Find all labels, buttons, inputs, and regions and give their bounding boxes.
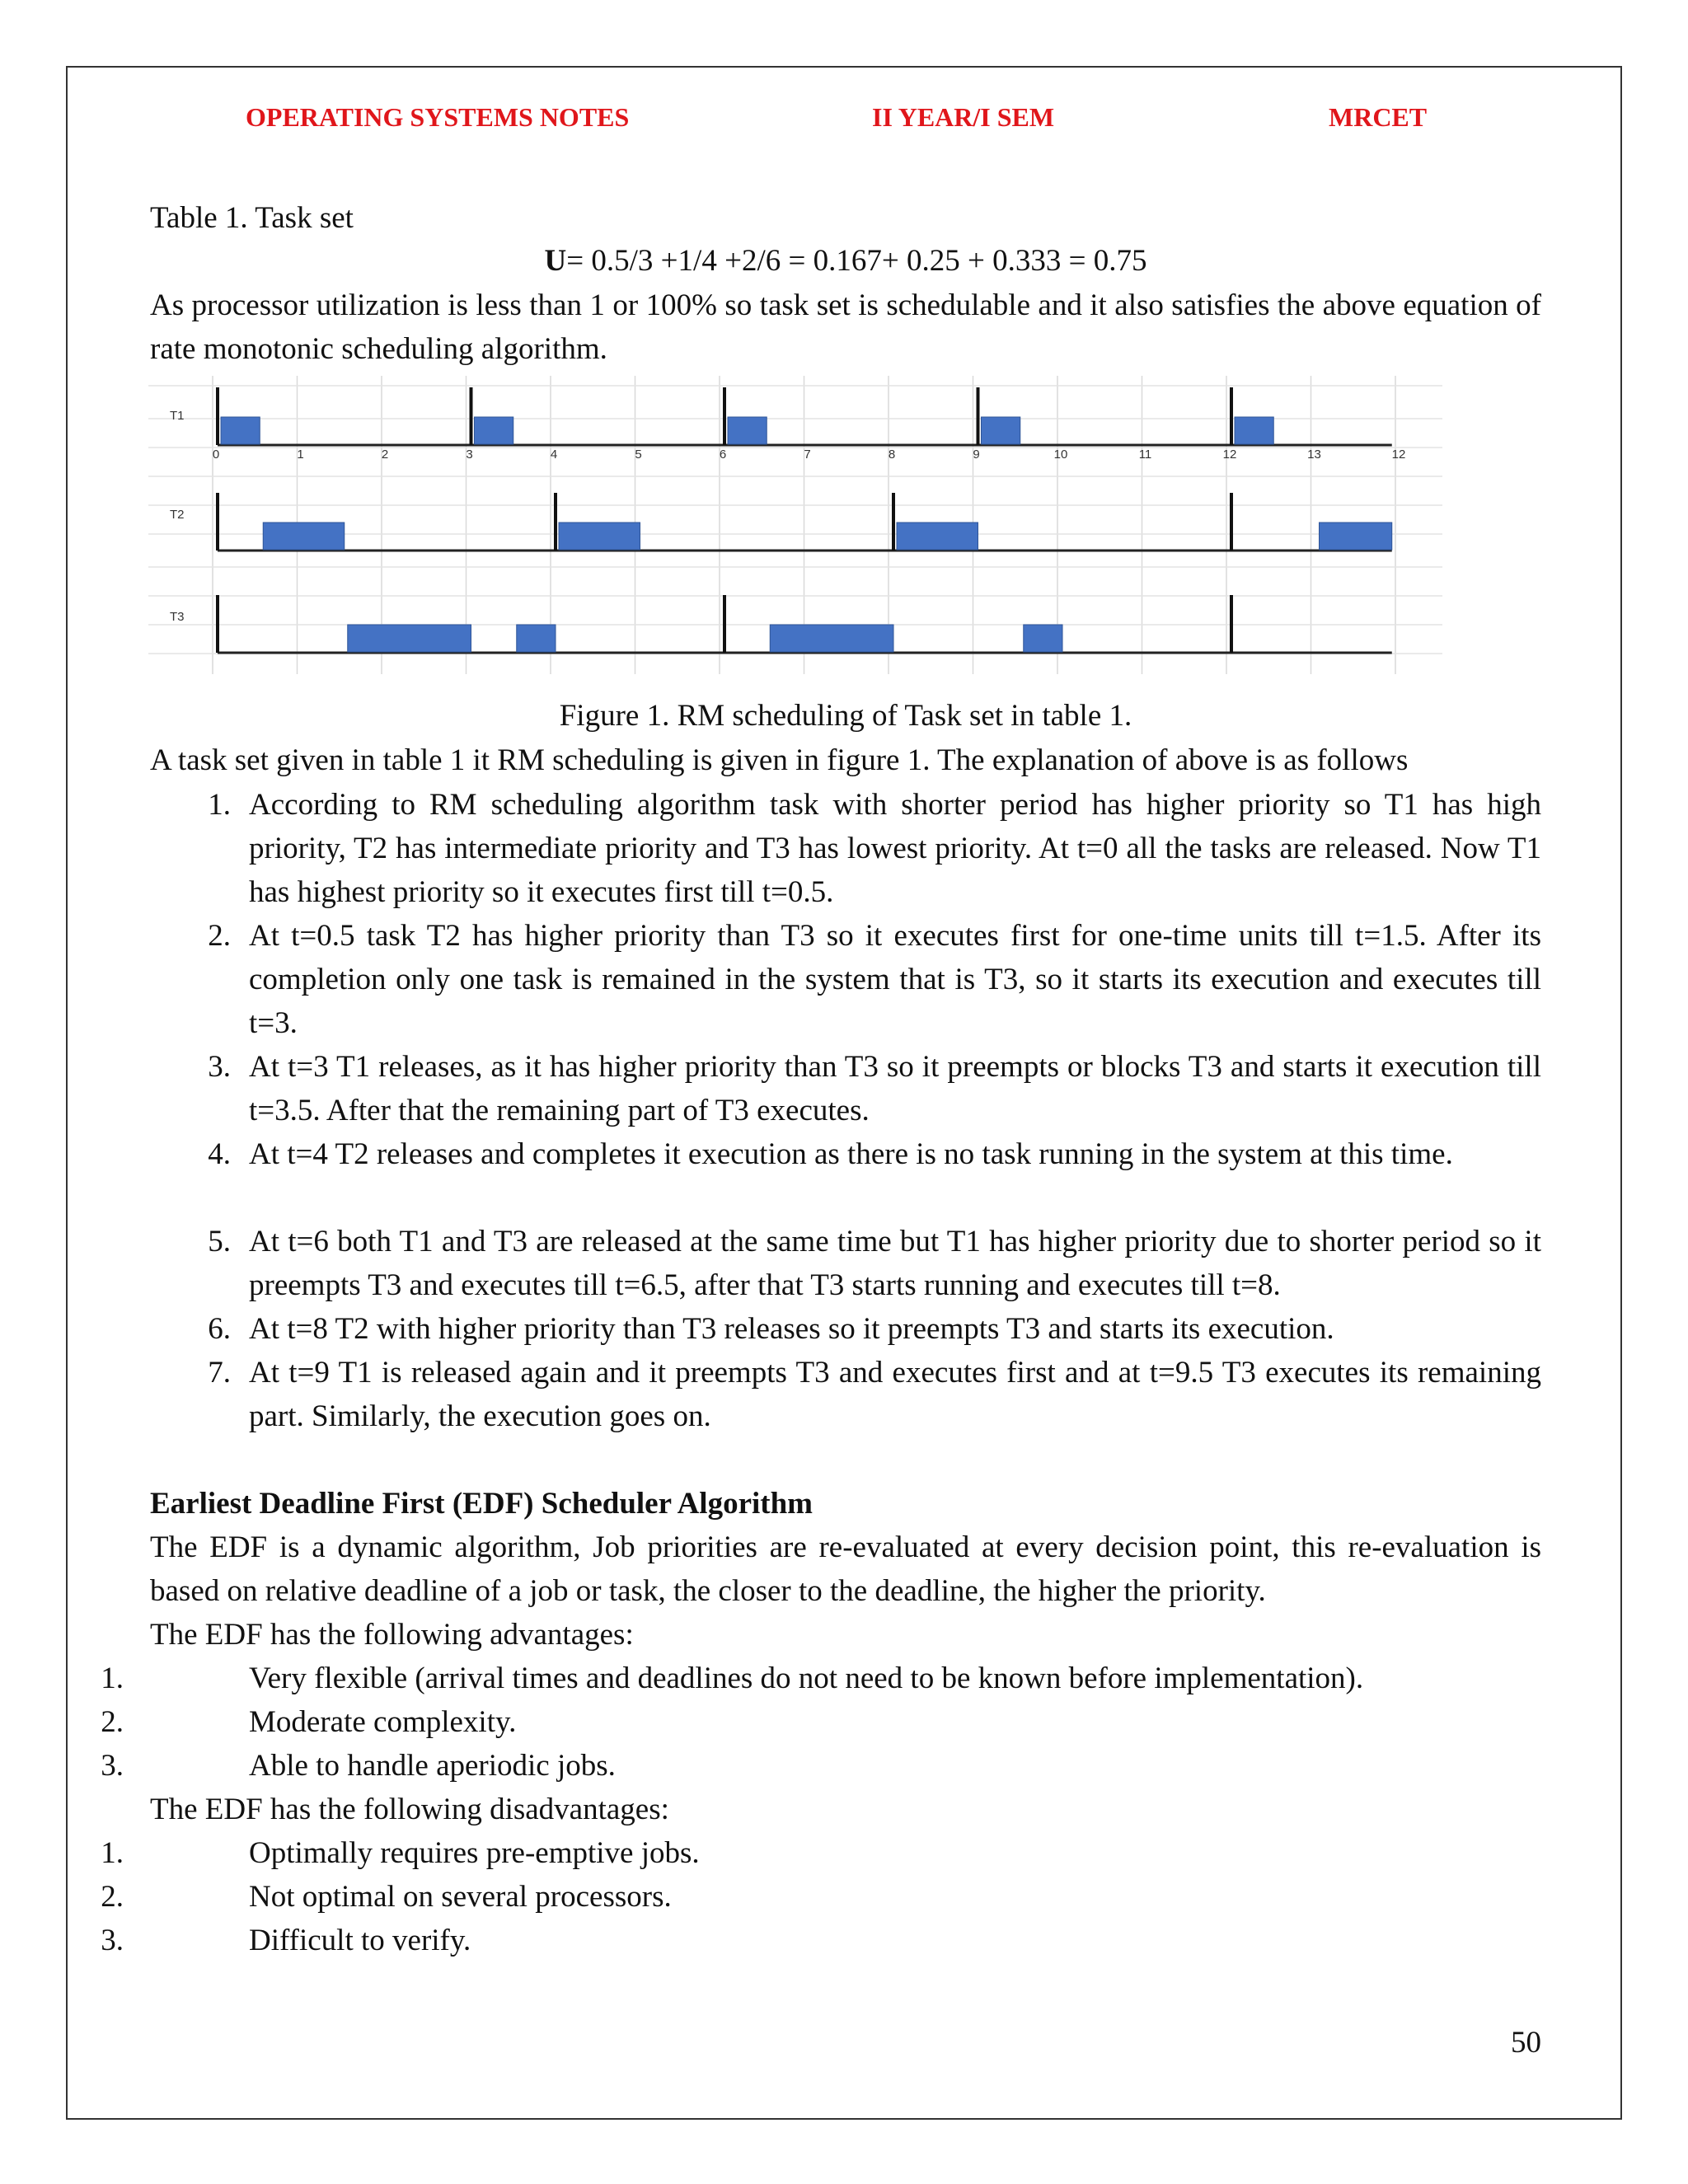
execution-bar <box>770 625 893 652</box>
disadvantage-item: Difficult to verify. <box>249 1924 471 1957</box>
execution-bar <box>728 417 767 444</box>
execution-bar <box>263 523 345 550</box>
tick-label: 1 <box>297 448 304 462</box>
tick-label: 2 <box>381 448 389 462</box>
execution-bar <box>1320 523 1392 550</box>
edf-disadvantages-intro: The EDF has the following disadvantages: <box>150 1793 669 1826</box>
tick-label: 3 <box>466 448 473 462</box>
execution-bar <box>348 625 471 652</box>
explanation-item: At t=4 T2 releases and completes it execution as there is no task running in the system at this time. <box>249 1137 1453 1171</box>
explanation-item-number: 3. <box>208 1050 231 1084</box>
execution-bar <box>475 417 513 444</box>
advantage-item: Moderate complexity. <box>249 1705 517 1739</box>
disadvantage-number: 1. <box>101 1836 124 1870</box>
execution-bar <box>517 625 556 652</box>
edf-heading: Earliest Deadline First (EDF) Scheduler Algorithm <box>150 1487 813 1521</box>
tick-label: 8 <box>888 448 896 462</box>
disadvantage-number: 3. <box>101 1924 124 1957</box>
advantage-number: 1. <box>101 1661 124 1695</box>
table-caption: Table 1. Task set <box>150 201 354 235</box>
execution-bar <box>1235 417 1273 444</box>
explanation-item: According to RM scheduling algorithm task with shorter period has higher priority so T1 has high priority, T2 has intermediate priority and T3 has lowest priority. At t=0 all the tasks are released. Now T1 has highest priority so it executes first till t=0.5. <box>249 788 1541 909</box>
disadvantage-number: 2. <box>101 1880 124 1914</box>
explanation-item: At t=9 T1 is released again and it preempts T3 and executes first and at t=9.5 T3 executes its remaining part. Similarly, the execution goes on. <box>249 1356 1541 1433</box>
edf-advantages-intro: The EDF has the following advantages: <box>150 1618 634 1652</box>
page-number: 50 <box>1511 2026 1541 2060</box>
tick-label: 10 <box>1053 448 1068 462</box>
explanation-item: At t=3 T1 releases, as it has higher priority than T3 so it preempts or blocks T3 and starts it execution till t=3.5. After that the remaining part of T3 executes. <box>249 1050 1541 1127</box>
tick-label: 6 <box>719 448 727 462</box>
task-label: T1 <box>170 409 185 423</box>
explanation-item-number: 4. <box>208 1137 231 1171</box>
tick-label: 5 <box>635 448 642 462</box>
execution-bar <box>897 523 978 550</box>
advantage-number: 3. <box>101 1749 124 1783</box>
intro-paragraph: As processor utilization is less than 1 or 100% so task set is schedulable and it also satisfies the above equation of rate monotonic scheduling algorithm. <box>150 288 1541 366</box>
task-label: T2 <box>170 508 185 522</box>
explanation-item-number: 6. <box>208 1312 231 1346</box>
tick-label: 13 <box>1307 448 1321 462</box>
advantage-item: Able to handle aperiodic jobs. <box>249 1749 616 1783</box>
tick-label: 7 <box>804 448 811 462</box>
tick-label: 4 <box>550 448 558 462</box>
tick-label: 12 <box>1222 448 1237 462</box>
utilization-formula: = 0.5/3 +1/4 +2/6 = 0.167+ 0.25 + 0.333 = 0.75 <box>566 244 1147 278</box>
rm-schedule-chart <box>148 369 1442 684</box>
utilization-equation <box>150 239 1541 283</box>
utilization-symbol: U <box>544 244 567 278</box>
execution-bar <box>221 417 260 444</box>
disadvantage-item: Not optimal on several processors. <box>249 1880 672 1914</box>
advantage-item: Very flexible (arrival times and deadlines do not need to be known before implementation). <box>249 1661 1364 1695</box>
execution-bar <box>982 417 1020 444</box>
execution-bar <box>1024 625 1062 652</box>
explanation-item-number: 7. <box>208 1356 231 1390</box>
explanation-item: At t=0.5 task T2 has higher priority than T3 so it executes first for one-time units till t=1.5. After its completion only one task is remained in the system that is T3, so it starts its execution and executes till t=3. <box>249 919 1541 1040</box>
header-course: OPERATING SYSTEMS NOTES <box>246 102 630 132</box>
explanation-item: At t=6 both T1 and T3 are released at the same time but T1 has higher priority due to shorter period so it preempts T3 and executes till t=6.5, after that T3 starts running and executes till t=8. <box>249 1225 1541 1302</box>
header-year: II YEAR/I SEM <box>872 102 1055 132</box>
task-label: T3 <box>170 610 185 624</box>
explanation-intro: A task set given in table 1 it RM scheduling is given in figure 1. The explanation of above is as follows <box>150 743 1409 777</box>
tick-label: 12 <box>1391 448 1406 462</box>
advantage-number: 2. <box>101 1705 124 1739</box>
edf-description: The EDF is a dynamic algorithm, Job priorities are re-evaluated at every decision point, this re-evaluation is based on relative deadline of a job or task, the closer to the deadline, the higher the priority. <box>150 1530 1541 1608</box>
explanation-item-number: 1. <box>208 788 231 822</box>
explanation-item: At t=8 T2 with higher priority than T3 releases so it preempts T3 and starts its execution. <box>249 1312 1334 1346</box>
tick-label: 0 <box>212 448 220 462</box>
explanation-item-number: 5. <box>208 1225 231 1258</box>
figure-caption: Figure 1. RM scheduling of Task set in table 1. <box>559 699 1132 733</box>
header-institute: MRCET <box>1329 102 1428 132</box>
execution-bar <box>559 523 640 550</box>
tick-label: 9 <box>973 448 980 462</box>
tick-label: 11 <box>1138 448 1152 462</box>
disadvantage-item: Optimally requires pre-emptive jobs. <box>249 1836 700 1870</box>
explanation-item-number: 2. <box>208 919 231 953</box>
